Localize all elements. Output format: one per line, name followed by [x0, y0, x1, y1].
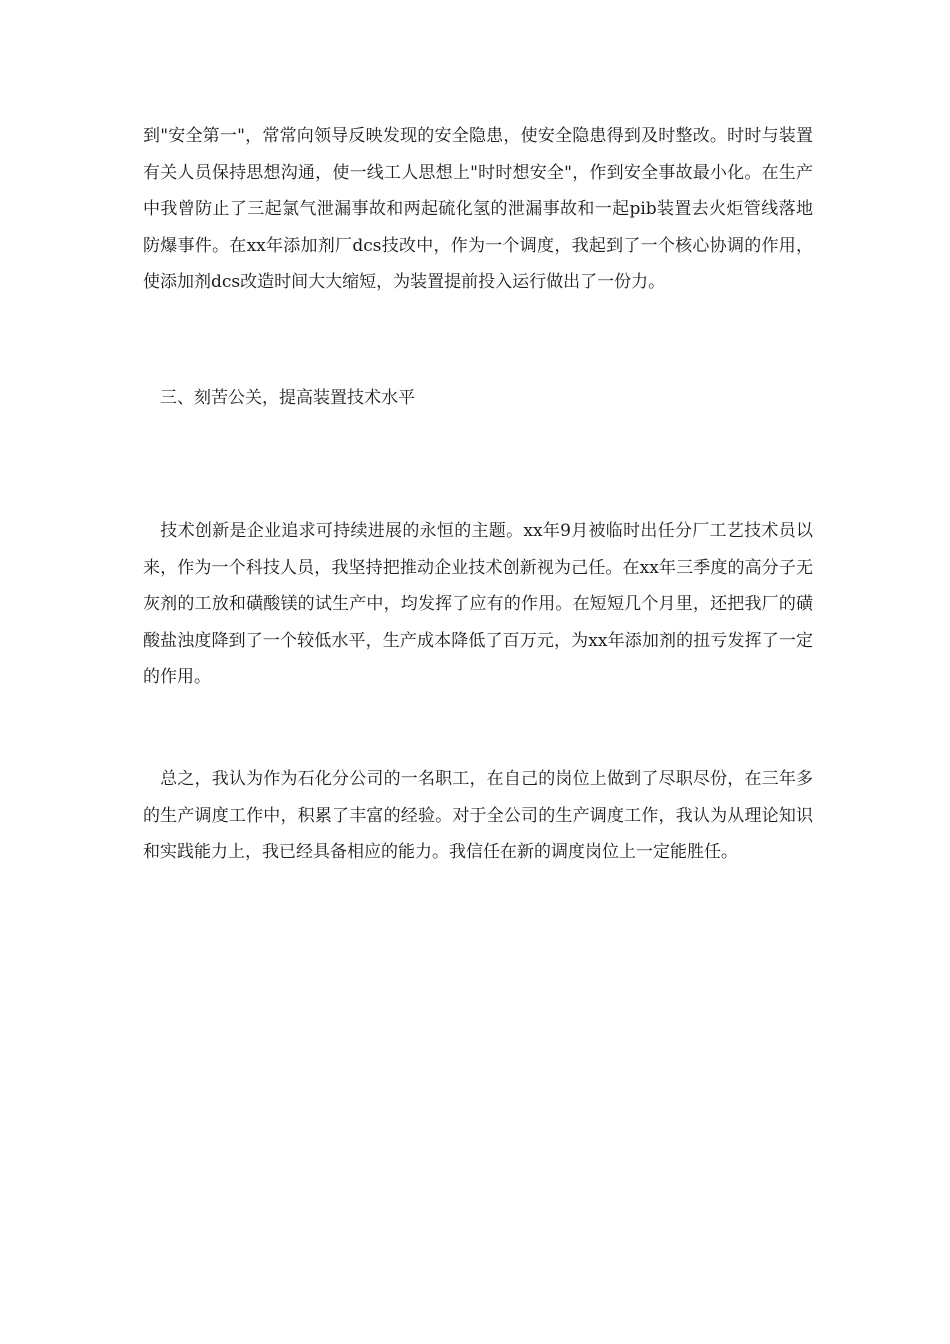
paragraph-tech-innovation: 技术创新是企业追求可持续进展的永恒的主题。xx年9月被临时出任分厂工艺技术员以来，作为一个科技人员，我坚持把推动企业技术创新视为己任。在xx年三季度的高分子无灰剂的工放和磺酸镁的试生产中，均发挥了应有的作用。在短短几个月里，还把我厂的磺酸盐浊度降到了一个较低水平，生产成本降低了百万元，为xx年添加剂的扭亏发挥了一定的作用。	[143, 521, 813, 688]
paragraph-safety: 到"安全第一"，常常向领导反映发现的安全隐患，使安全隐患得到及时整改。时时与装置有关人员保持思想沟通，使一线工人思想上"时时想安全"，作到安全事故最小化。在生产中我曾防止了三起氯气泄漏事故和两起硫化氢的泄漏事故和一起pib装置去火炬管线落地防爆事件。在xx年添加剂厂dcs技改中，作为一个调度，我起到了一个核心协调的作用，使添加剂dcs改造时间大大缩短，为装置提前投入运行做出了一份力。	[143, 126, 813, 293]
section-heading-3: 三、刻苦公关，提高装置技术水平	[143, 388, 415, 408]
paragraph-summary: 总之，我认为作为石化分公司的一名职工，在自己的岗位上做到了尽职尽份，在三年多的生产调度工作中，积累了丰富的经验。对于全公司的生产调度工作，我认为从理论知识和实践能力上，我已经具备相应的能力。我信任在新的调度岗位上一定能胜任。	[143, 769, 813, 863]
